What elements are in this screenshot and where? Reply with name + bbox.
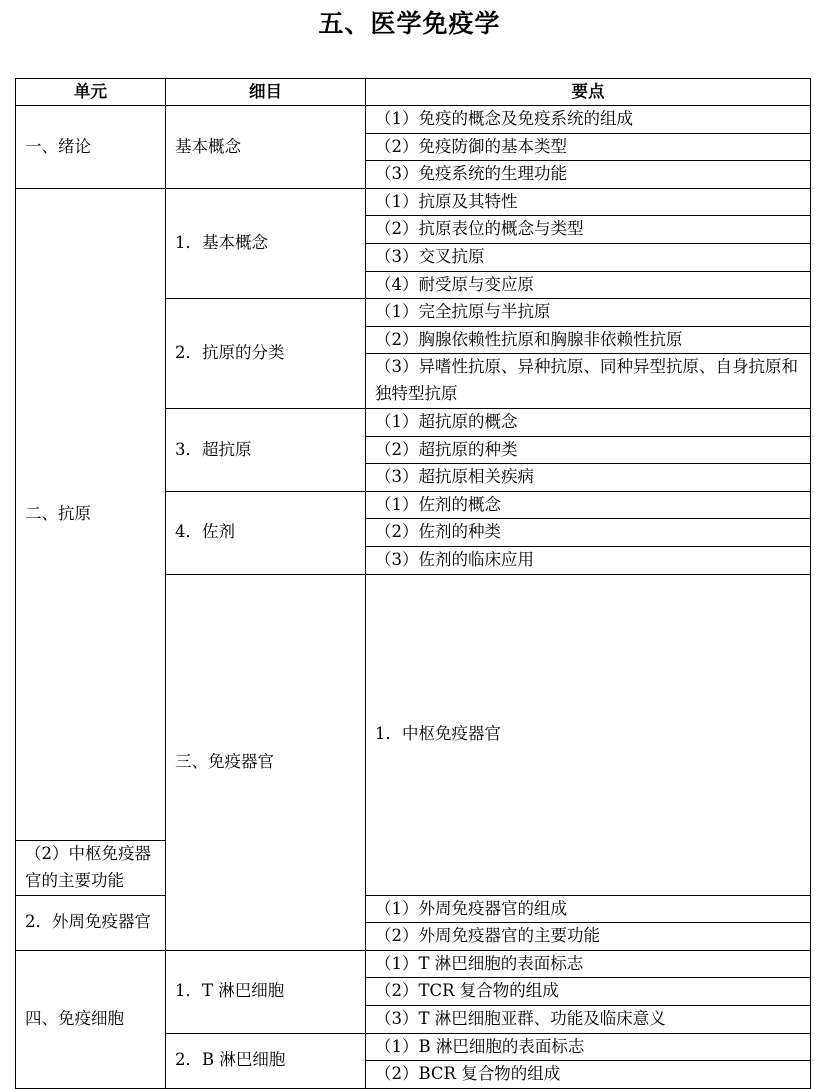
point-cell: （3）免疫系统的生理功能: [366, 161, 811, 189]
table-row: [16, 895, 811, 923]
point-cell: （1）完全抗原与半抗原: [366, 299, 811, 327]
header-point: 要点: [366, 79, 811, 106]
detail-cell: 3．超抗原: [166, 408, 366, 491]
point-cell: （1）外周免疫器官的组成: [366, 895, 811, 923]
detail-cell: 1．中枢免疫器官: [366, 574, 811, 895]
point-cell: （3）交叉抗原: [366, 243, 811, 271]
detail-cell: 2．B 淋巴细胞: [166, 1033, 366, 1088]
unit-cell: 一、绪论: [16, 106, 166, 189]
detail-cell: 4．佐剂: [166, 491, 366, 574]
point-cell: （2）胸腺依赖性抗原和胸腺非依赖性抗原: [366, 326, 811, 354]
point-cell: （2）抗原表位的概念与类型: [366, 216, 811, 244]
detail-cell: 1．基本概念: [166, 188, 366, 298]
header-row: [16, 79, 811, 106]
point-cell: （2）超抗原的种类: [366, 436, 811, 464]
point-cell: （1）免疫的概念及免疫系统的组成: [366, 106, 811, 134]
point-cell: （2）佐剂的种类: [366, 519, 811, 547]
point-cell: （2）BCR 复合物的组成: [366, 1061, 811, 1089]
unit-cell: 三、免疫器官: [166, 574, 366, 950]
point-cell: （4）耐受原与变应原: [366, 271, 811, 299]
unit-cell: 四、免疫细胞: [16, 950, 166, 1088]
syllabus-table: [15, 78, 811, 1089]
detail-cell: 2．抗原的分类: [166, 299, 366, 409]
point-cell: （1）佐剂的概念: [366, 491, 811, 519]
table-row: [16, 188, 811, 216]
point-cell: （2）TCR 复合物的组成: [366, 978, 811, 1006]
point-cell: （1）抗原及其特性: [366, 188, 811, 216]
table-row: [16, 950, 811, 978]
point-cell: （3）异嗜性抗原、异种抗原、同种异型抗原、自身抗原和独特型抗原: [366, 354, 811, 409]
unit-cell: 二、抗原: [16, 188, 166, 841]
detail-cell: 2．外周免疫器官: [16, 895, 166, 950]
point-cell: （3）T 淋巴细胞亚群、功能及临床意义: [366, 1006, 811, 1034]
point-cell: （1）B 淋巴细胞的表面标志: [366, 1033, 811, 1061]
point-cell: （1）T 淋巴细胞的表面标志: [366, 950, 811, 978]
point-cell: （3）佐剂的临床应用: [366, 546, 811, 574]
page-title: 五、医学免疫学: [318, 9, 501, 38]
detail-cell: 1．T 淋巴细胞: [166, 950, 366, 1033]
detail-cell: 基本概念: [166, 106, 366, 189]
point-cell: （3）超抗原相关疾病: [366, 464, 811, 492]
header-detail: 细目: [166, 79, 366, 106]
header-unit: 单元: [16, 79, 166, 106]
point-cell: （2）中枢免疫器官的主要功能: [16, 841, 166, 895]
table-row: [16, 106, 811, 134]
point-cell: （2）外周免疫器官的主要功能: [366, 923, 811, 951]
point-cell: （1）超抗原的概念: [366, 408, 811, 436]
point-cell: （2）免疫防御的基本类型: [366, 133, 811, 161]
